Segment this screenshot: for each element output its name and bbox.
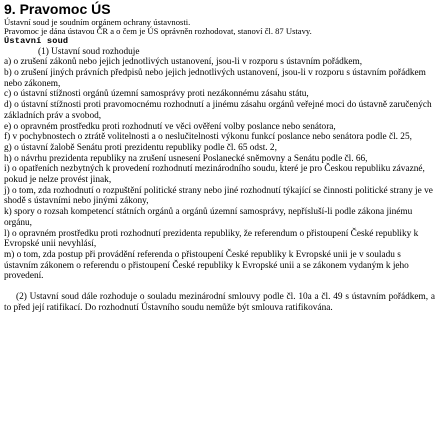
- paragraph-1-heading: (1) Ustavní soud rozhoduje: [38, 46, 140, 57]
- list-item: b) o zrušení jiných právních předpisů nebo jejich jednotlivých ustanovení, jsou-li v rozporu s ústavním pořádkem nebo zákonem,: [4, 68, 426, 89]
- list-item: d) o ústavní stížnosti proti pravomocnému rozhodnutí a jinému zásahu orgánů veřejné moci do ústavně zaručených základních práv a svobod,: [4, 100, 432, 121]
- list-item: k) spory o rozsah kompetencí státních orgánů a orgánů územní samosprávy, nepřísluší-li podle zákona jinému orgánu,: [4, 207, 413, 228]
- list-item: h) o návrhu prezidenta republiky na zrušení usnesení Poslanecké sněmovny a Senátu podle čl. 66,: [4, 153, 368, 164]
- list-item: m) o tom, zda postup při provádění referenda o přistoupení České republiky k Evropské unii je v souladu s ústavním zákonem o referendu o přistoupení České republiky k Evropské unii a se zákonem vydaným k jeho provedení.: [4, 249, 409, 282]
- list-item: i) o opatřeních nezbytných k provedení rozhodnutí mezinárodního soudu, které je pro Českou republiku závazné, pokud je nelze provést jinak,: [4, 164, 425, 186]
- section-label: Ústavní soud: [4, 35, 69, 46]
- list-item: j) o tom, zda rozhodnutí o rozpuštění politické strany nebo jiné rozhodnutí týkající se činnosti politické strany je ve shodě s ústavními nebo jinými zákony,: [4, 185, 433, 207]
- list-item: f) v pochybnostech o ztrátě volitelnosti a o neslučitelnosti výkonu funkcí poslance nebo senátora podle čl. 25,: [4, 132, 412, 143]
- intro: [4, 18, 435, 37]
- intro-line-1: Ústavní soud je soudním orgánem ochrany ústavnosti.: [4, 17, 191, 27]
- list-item: l) o opravném prostředku proti rozhodnutí prezidenta republiky, že referendum o přistoupení České republiky k Evropské unii nevyhlásí,: [4, 228, 419, 250]
- list-item: e) o opravném prostředku proti rozhodnutí ve věci ověření volby poslance nebo senátora,: [4, 121, 336, 132]
- competence-list: [4, 57, 435, 282]
- paragraph-2: (2) Ustavní soud dále rozhoduje o souladu mezinárodní smlouvy podle čl. 10a a čl. 49 s ústavním pořádkem, a to před její ratifikací. Do rozhodnutí Ústavního soudu nemůže být smlouva ratifikována.: [4, 292, 435, 313]
- list-item: g) o ústavní žalobě Senátu proti prezidentu republiky podle čl. 65 odst. 2,: [4, 142, 277, 153]
- page-title: 9. Pravomoc ÚS: [4, 1, 111, 17]
- list-item: a) o zrušení zákonů nebo jejich jednotlivých ustanovení, jsou-li v rozporu s ústavním pořádkem,: [4, 57, 363, 68]
- list-item: c) o ústavní stížnosti orgánů územní samosprávy proti nezákonnému zásahu státu,: [4, 89, 309, 100]
- intro-line-2: Pravomoc je dána ústavou ČR a o čem je ÚS oprávněn rozhodovat, stanoví čl. 87 Ustavy.: [4, 26, 312, 37]
